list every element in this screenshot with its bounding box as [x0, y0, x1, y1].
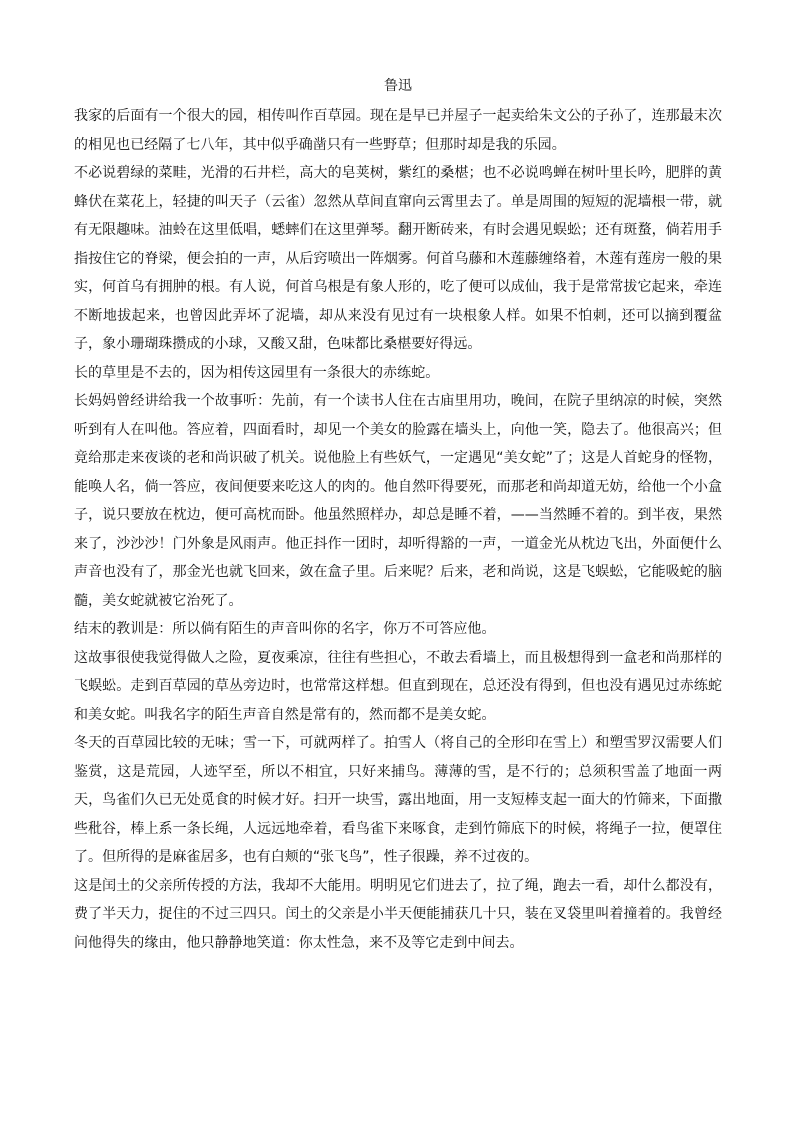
paragraph-3: 长的草里是不去的，因为相传这园里有一条很大的赤练蛇。 [74, 364, 440, 381]
paragraph-5: 结末的教训是：所以倘有陌生的声音叫你的名字，你万不可答应他。 [74, 621, 496, 637]
paragraph-4: 长妈妈曾经讲给我一个故事听：先前，有一个读书人住在古庙里用功，晚间，在院子里纳凉的时候，突然听到有人在叫他。答应着，四面看时，却见一个美女的脸露在墙头上，向他一笑，隐去了。他很高兴；但竟给那走来夜谈的老和尚识破了机关。说他脸上有些妖气，一定遇见“美女蛇”了；这是人首蛇身的怪物，能唤人名，倘一答应，夜间便要来吃这人的肉的。他自然吓得要死，而那老和尚却道无妨，给他一个小盒子，说只要放在枕边，便可高枕而卧。他虽然照样办，却总是睡不着，——当然睡不着的。到半夜，果然来了，沙沙沙！门外象是风雨声。他正抖作一团时，却听得豁的一声，一道金光从枕边飞出，外面便什么声音也没有了，那金光也就飞回来，敛在盒子里。后来呢？后来，老和尚说，这是飞蜈蚣，它能吸蛇的脑髓，美女蛇就被它治死了。 [74, 393, 722, 609]
paragraph-2: 不必说碧绿的菜畦，光滑的石井栏，高大的皂荚树，紫红的桑椹；也不必说鸣蝉在树叶里长吟，肥胖的黄蜂伏在菜花上，轻捷的叫天子（云雀）忽然从草间直窜向云霄里去了。单是周围的短短的泥墙根一带，就有无限趣味。油蛉在这里低唱，蟋蟀们在这里弹琴。翻开断砖来，有时会遇见蜈蚣；还有斑蝥，倘若用手指按住它的脊梁，便会拍的一声，从后窍喷出一阵烟雾。何首乌藤和木莲藤缠络着，木莲有莲房一般的果实，何首乌有拥肿的根。有人说，何首乌根是有象人形的，吃了便可以成仙，我于是常常拔它起来，牵连不断地拔起来，也曾因此弄坏了泥墙，却从来没有见过有一块根象人样。如果不怕刺，还可以摘到覆盆子，象小珊瑚珠攒成的小球，又酸又甜，色味都比桑椹要好得远。 [74, 165, 722, 352]
paragraph-7: 冬天的百草园比较的无味；雪一下，可就两样了。拍雪人（将自己的全形印在雪上）和塑雪罗汉需要人们鉴赏，这是荒园，人迹罕至，所以不相宜，只好来捕鸟。薄薄的雪，是不行的；总须积雪盖了地面一两天，鸟雀们久已无处觅食的时候才好。扫开一块雪，露出地面，用一支短棒支起一面大的竹筛来，下面撒些秕谷，棒上系一条长绳，人远远地牵着，看鸟雀下来啄食，走到竹筛底下的时候，将绳子一拉，便罩住了。但所得的是麻雀居多，也有白颊的“张飞鸟”，性子很躁，养不过夜的。 [74, 735, 722, 865]
document-page [74, 76, 722, 957]
paragraph-6: 这故事很使我觉得做人之险，夏夜乘凉，往往有些担心，不敢去看墙上，而且极想得到一盒老和尚那样的飞蜈蚣。走到百草园的草丛旁边时，也常常这样想。但直到现在，总还没有得到，但也没有遇见过赤练蛇和美女蛇。叫我名字的陌生声音自然是常有的，然而都不是美女蛇。 [74, 649, 722, 723]
paragraph-8: 这是闰土的父亲所传授的方法，我却不大能用。明明见它们进去了，拉了绳，跑去一看，却什么都没有，费了半天力，捉住的不过三四只。闰土的父亲是小半天便能捕获几十只，装在叉袋里叫着撞着的。我曾经问他得失的缘由，他只静静地笑道：你太性急，来不及等它走到中间去。 [74, 877, 722, 951]
author-heading: 鲁迅 [384, 78, 412, 94]
paragraph-1: 我家的后面有一个很大的园，相传叫作百草园。现在是早已并屋子一起卖给朱文公的子孙了，连那最末次的相见也已经隔了七八年，其中似乎确凿只有一些野草；但那时却是我的乐园。 [74, 108, 722, 153]
